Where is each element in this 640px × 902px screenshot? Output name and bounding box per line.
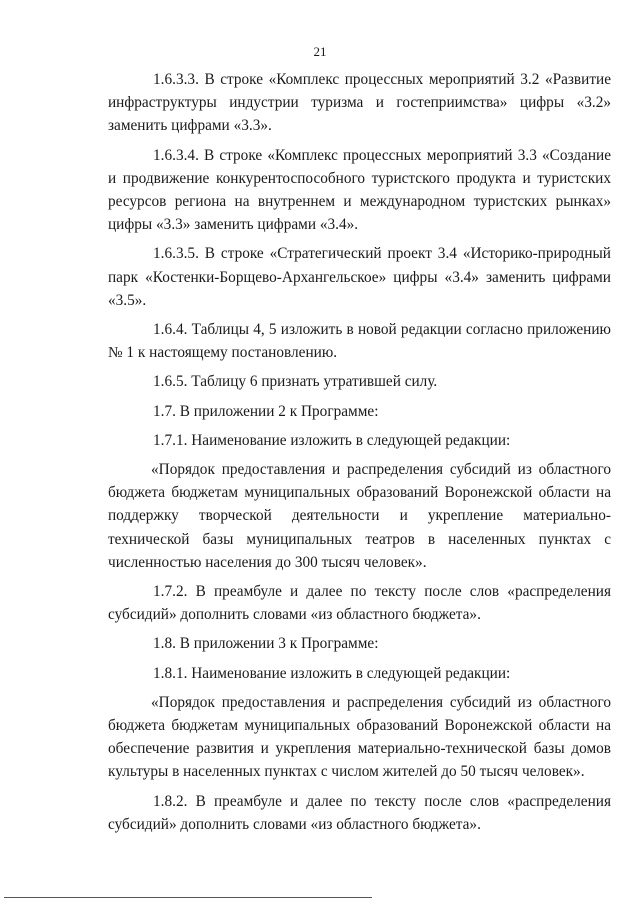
paragraph-1-6-3-3: 1.6.3.3. В строке «Комплекс процессных мероприятий 3.2 «Развитие инфраструктуры индустрии туризма и гостеприимства» цифры «3.2» заменить цифрами «3.3».	[108, 71, 611, 135]
quoted-title-appendix-2: «Порядок предоставления и распределения субсидий из областного бюджета бюджетам муниципальных образований Воронежской области на поддержку творческой деятельности и укрепление материально-технической базы муниципальных театров в населенных пунктах с численностью населения до 300 тысяч человек».	[108, 461, 611, 571]
paragraph-1-6-5: 1.6.5. Таблицу 6 признать утратившей силу.	[153, 373, 438, 391]
paragraph-1-7-1: 1.7.1. Наименование изложить в следующей редакции:	[153, 431, 511, 449]
footer-divider	[4, 897, 372, 898]
paragraph-1-8-1: 1.8.1. Наименование изложить в следующей редакции:	[153, 664, 511, 682]
paragraph-1-8-2: 1.8.2. В преамбуле и далее по тексту после слов «распределения субсидий» дополнить словами «из областного бюджета».	[108, 792, 611, 833]
quoted-title-appendix-3: «Порядок предоставления и распределения субсидий из областного бюджета бюджетам муниципальных образований Воронежской области на обеспечение развития и укрепления материально-технической базы домов культуры в населенных пунктах с числом жителей до 50 тысяч человек».	[108, 693, 611, 781]
paragraph-1-7: 1.7. В приложении 2 к Программе:	[153, 402, 379, 420]
document-body	[108, 68, 611, 842]
paragraph-1-6-3-5: 1.6.3.5. В строке «Стратегический проект 3.4 «Историко-природный парк «Костенки-Борщево-Архангельское» цифры «3.4» заменить цифрами «3.5».	[108, 245, 611, 309]
paragraph-1-6-4: 1.6.4. Таблицы 4, 5 изложить в новой редакции согласно приложению № 1 к настоящему постановлению.	[108, 321, 611, 362]
paragraph-1-8: 1.8. В приложении 3 к Программе:	[153, 635, 379, 653]
paragraph-1-6-3-4: 1.6.3.4. В строке «Комплекс процессных мероприятий 3.3 «Создание и продвижение конкурентоспособного туристского продукта и туристских ресурсов региона на внутреннем и международном туристских рынках» цифры «3.3» заменить цифрами «3.4».	[108, 146, 611, 234]
page-number: 21	[313, 44, 327, 59]
paragraph-1-7-2: 1.7.2. В преамбуле и далее по тексту после слов «распределения субсидий» дополнить словами «из областного бюджета».	[108, 583, 611, 624]
